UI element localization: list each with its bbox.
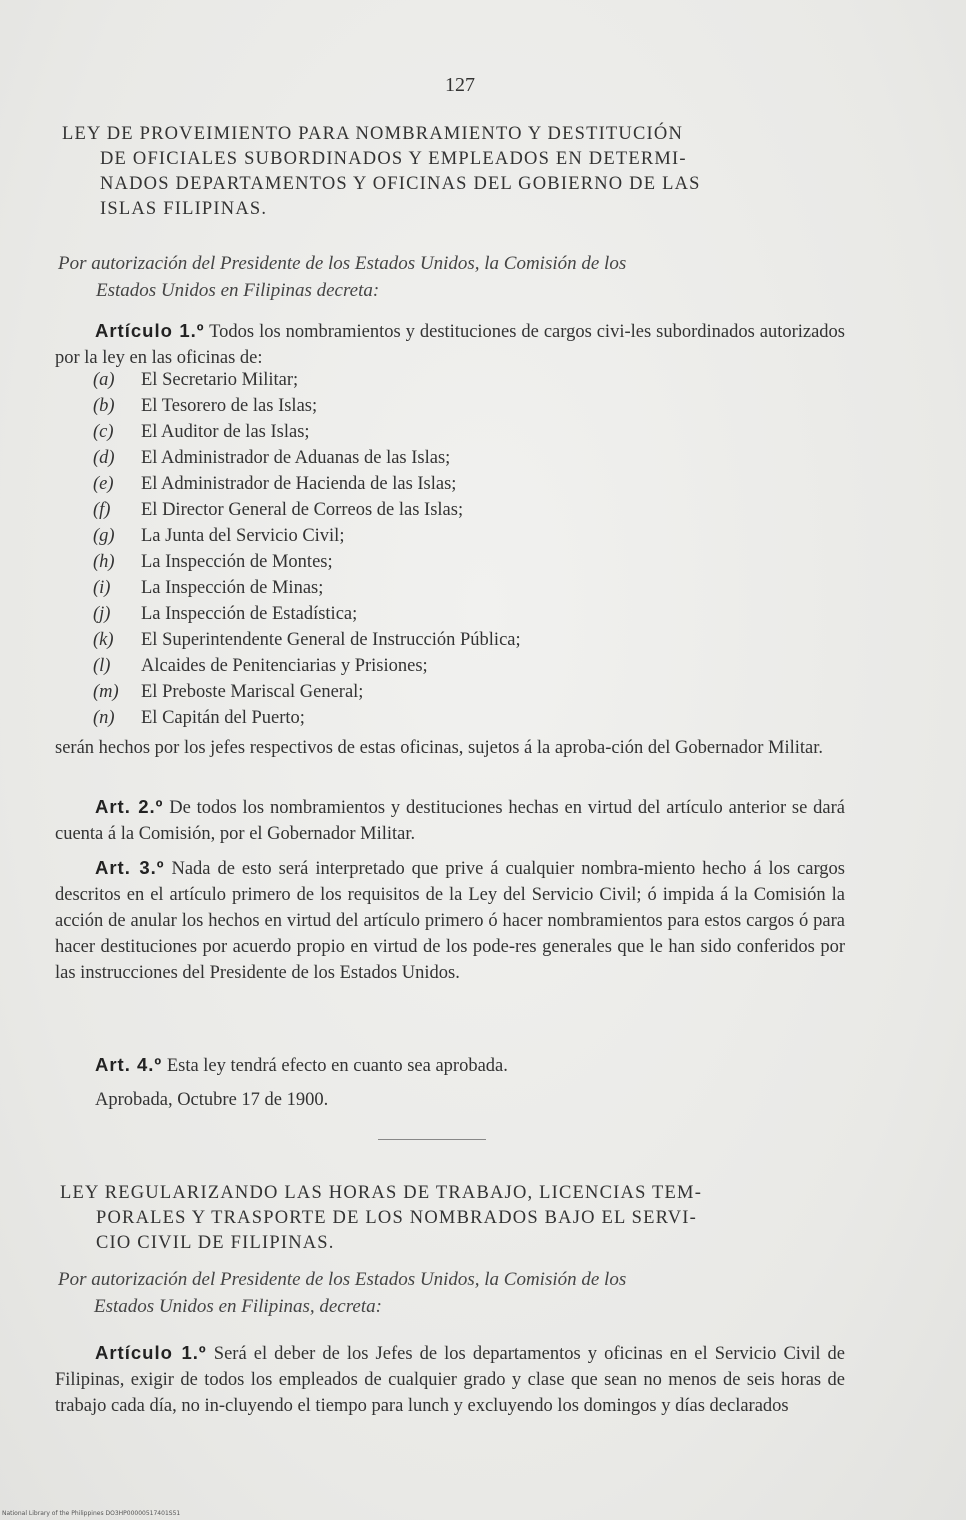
law2-decree-line: Por autorización del Presidente de los Estados Unidos, la Comisión de los (58, 1269, 627, 1290)
law1-title-line: ISLAS FILIPINAS. (100, 199, 268, 219)
law2-decree (58, 1266, 848, 1320)
article-text: Nada de esto será interpretado que prive á cualquier nombra-miento hecho á los cargos descritos en el artículo primero de los requisitos de la Ley del Servicio Civil; ó impida á la Comisión la acción de anular los hechos en virtud del artículo primero ó hacer nombramientos para estos cargos ó para hacer destituciones por acuerdo propio en virtud de los pode-res generales que le han sido conferidos por las instrucciones del Presidente de los Estados Unidos. (55, 859, 846, 983)
list-item: (j) La Inspección de Estadística; (93, 604, 358, 624)
law1-approved: Aprobada, Octubre 17 de 1900. (95, 1090, 329, 1110)
law1-article-4 (55, 1052, 845, 1079)
law1-title-line: LEY DE PROVEIMIENTO PARA NOMBRAMIENTO Y DESTITUCIÓN (62, 124, 684, 144)
law1-article-2 (55, 794, 845, 847)
law1-title-line: NADOS DEPARTAMENTOS Y OFICINAS DEL GOBIERNO DE LAS (100, 174, 701, 194)
law1-decree-line: Estados Unidos en Filipinas decreta: (96, 280, 380, 301)
page-number: 127 (445, 74, 475, 96)
law1-title (62, 122, 847, 222)
article-label: Art. 2.º (95, 796, 164, 817)
list-item: (e) El Administrador de Hacienda de las Islas; (93, 474, 457, 494)
list-item: (n) El Capitán del Puerto; (93, 708, 305, 728)
list-item: (c) El Auditor de las Islas; (93, 422, 310, 442)
article-label: Artículo 1.º (95, 1342, 207, 1363)
list-item: (l) Alcaides de Penitenciarias y Prisiones; (93, 656, 428, 676)
footer-credit: National Library of the Philippines DO3HP00000517401S51 (2, 1510, 181, 1517)
article-text: Todos los nombramientos y destituciones de cargos civi-les subordinados autorizados por la ley en las oficinas de: (55, 322, 846, 368)
law1-article-3 (55, 855, 845, 986)
article-text: Será el deber de los Jefes de los departamentos y oficinas en el Servicio Civil de Filipinas, exigir de todos los empleados de cualquier grado y clase que sean no menos de seis horas de trabajo cada día, no in-cluyendo el tiempo para lunch y excluyendo los domingos y días declarados (55, 1344, 846, 1416)
section-divider (378, 1139, 486, 1140)
list-item: (m) El Preboste Mariscal General; (93, 682, 364, 702)
law1-decree-line: Por autorización del Presidente de los Estados Unidos, la Comisión de los (58, 253, 627, 274)
article-label: Artículo 1.º (95, 320, 205, 341)
law2-title-line: CIO CIVIL DE FILIPINAS. (96, 1233, 335, 1253)
list-item: (h) La Inspección de Montes; (93, 552, 333, 572)
list-item: (d) El Administrador de Aduanas de las Islas; (93, 448, 451, 468)
law1-article-1-closing: serán hechos por los jefes respectivos de estas oficinas, sujetos á la aproba-ción del Gobernador Militar. (55, 738, 824, 758)
list-item: (b) El Tesorero de las Islas; (93, 396, 318, 416)
article-text: De todos los nombramientos y destituciones hechas en virtud del artículo anterior se dará cuenta á la Comisión, por el Gobernador Militar. (55, 798, 845, 844)
article-text: Esta ley tendrá efecto en cuanto sea aprobada. (166, 1056, 508, 1076)
law2-title-line: LEY REGULARIZANDO LAS HORAS DE TRABAJO, LICENCIAS TEM- (60, 1183, 703, 1203)
article-label: Art. 4.º (95, 1054, 163, 1075)
law1-decree (58, 250, 848, 304)
office-list (93, 367, 793, 731)
list-item: (f) El Director General de Correos de las Islas; (93, 500, 464, 520)
article-label: Art. 3.º (95, 857, 165, 878)
law2-decree-line: Estados Unidos en Filipinas, decreta: (94, 1296, 382, 1317)
law2-title-line: PORALES Y TRASPORTE DE LOS NOMBRADOS BAJO EL SERVI- (96, 1208, 697, 1228)
list-item: (g) La Junta del Servicio Civil; (93, 526, 345, 546)
list-item: (i) La Inspección de Minas; (93, 578, 324, 598)
law1-article-1 (55, 318, 845, 371)
list-item: (k) El Superintendente General de Instrucción Pública; (93, 630, 521, 650)
law2-title (60, 1181, 845, 1256)
list-item: (a) El Secretario Militar; (93, 370, 299, 390)
law1-title-line: DE OFICIALES SUBORDINADOS Y EMPLEADOS EN DETERMI- (100, 149, 687, 169)
law2-article-1 (55, 1340, 845, 1419)
